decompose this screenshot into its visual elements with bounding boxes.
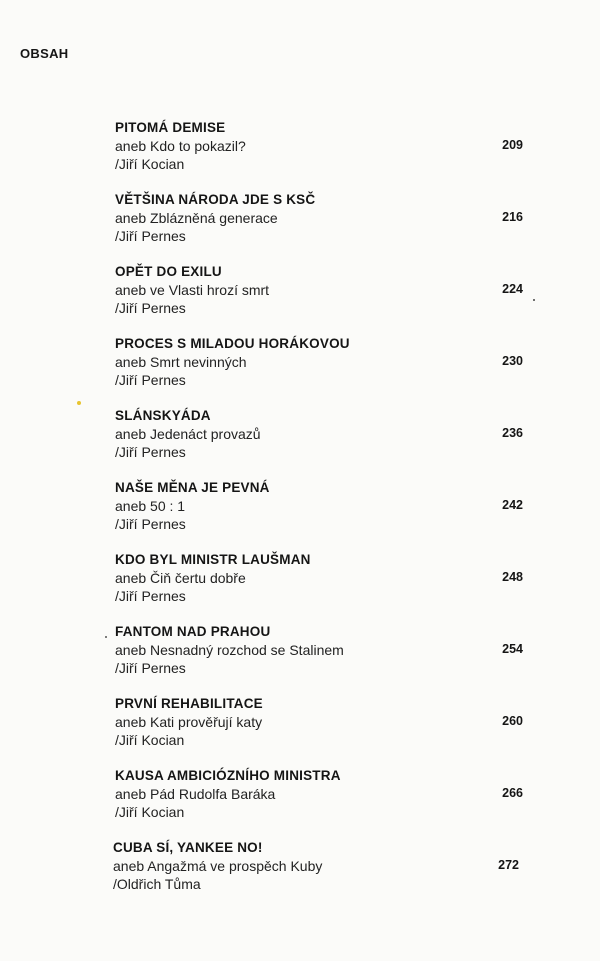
entry-author: /Jiří Pernes — [115, 300, 186, 316]
entry-author: /Jiří Kocian — [115, 732, 185, 748]
toc-entry-7 — [115, 552, 525, 612]
entry-title: PITOMÁ DEMISE — [115, 120, 226, 135]
entry-subtitle: aneb Zblázněná generace — [115, 210, 278, 226]
entry-subtitle: aneb Nesnadný rozchod se Stalinem — [115, 642, 344, 658]
entry-author: /Jiří Pernes — [115, 588, 186, 604]
toc-entry-3 — [115, 264, 525, 324]
entry-page-number: 216 — [502, 210, 523, 224]
entry-title: FANTOM NAD PRAHOU — [115, 624, 271, 639]
entry-page-number: 209 — [502, 138, 523, 152]
entry-author: /Oldřich Tůma — [113, 876, 201, 892]
entry-subtitle: aneb Jedenáct provazů — [115, 426, 261, 442]
entry-title: KDO BYL MINISTR LAUŠMAN — [115, 552, 311, 567]
entry-title: VĚTŠINA NÁRODA JDE S KSČ — [115, 192, 316, 207]
entry-title: OPĚT DO EXILU — [115, 264, 222, 279]
scan-speck — [533, 299, 535, 301]
entry-subtitle: aneb Kati prověřují katy — [115, 714, 263, 730]
entry-title: PROCES S MILADOU HORÁKOVOU — [115, 336, 350, 351]
entry-title: NAŠE MĚNA JE PEVNÁ — [115, 480, 270, 495]
entry-title: SLÁNSKYÁDA — [115, 408, 211, 423]
entry-page-number: 266 — [502, 786, 523, 800]
toc-entry-2 — [115, 192, 525, 252]
toc-entry-10 — [115, 768, 525, 828]
entry-subtitle: aneb ve Vlasti hrozí smrt — [115, 282, 270, 298]
page-heading: OBSAH — [20, 46, 69, 61]
scan-speck — [77, 401, 81, 405]
entry-subtitle: aneb Angažmá ve prospěch Kuby — [113, 858, 323, 874]
entry-subtitle: aneb Smrt nevinných — [115, 354, 247, 370]
entry-page-number: 272 — [498, 858, 519, 872]
entry-author: /Jiří Pernes — [115, 516, 186, 532]
entry-page-number: 236 — [502, 426, 523, 440]
toc-entry-8 — [115, 624, 525, 684]
entry-page-number: 248 — [502, 570, 523, 584]
entry-author: /Jiří Kocian — [115, 804, 185, 820]
entry-page-number: 224 — [502, 282, 523, 296]
toc-entry-1 — [115, 120, 525, 180]
entry-author: /Jiří Pernes — [115, 372, 186, 388]
entry-subtitle: aneb Čiň čertu dobře — [115, 570, 246, 586]
entry-subtitle: aneb Pád Rudolfa Baráka — [115, 786, 276, 802]
entry-author: /Jiří Pernes — [115, 228, 186, 244]
entry-page-number: 230 — [502, 354, 523, 368]
entry-subtitle: aneb Kdo to pokazil? — [115, 138, 246, 154]
entry-author: /Jiří Pernes — [115, 660, 186, 676]
entry-author: /Jiří Pernes — [115, 444, 186, 460]
scan-speck — [105, 636, 107, 638]
entry-page-number: 254 — [502, 642, 523, 656]
entry-page-number: 260 — [502, 714, 523, 728]
toc-entry-11 — [113, 840, 523, 900]
entry-title: KAUSA AMBICIÓZNÍHO MINISTRA — [115, 768, 341, 783]
toc-entry-9 — [115, 696, 525, 756]
toc-entry-6 — [115, 480, 525, 540]
toc-entry-4 — [115, 336, 525, 396]
entry-page-number: 242 — [502, 498, 523, 512]
entry-title: PRVNÍ REHABILITACE — [115, 696, 263, 711]
entry-title: CUBA SÍ, YANKEE NO! — [113, 840, 263, 855]
entry-subtitle: aneb 50 : 1 — [115, 498, 186, 514]
entry-author: /Jiří Kocian — [115, 156, 185, 172]
toc-entry-5 — [115, 408, 525, 468]
